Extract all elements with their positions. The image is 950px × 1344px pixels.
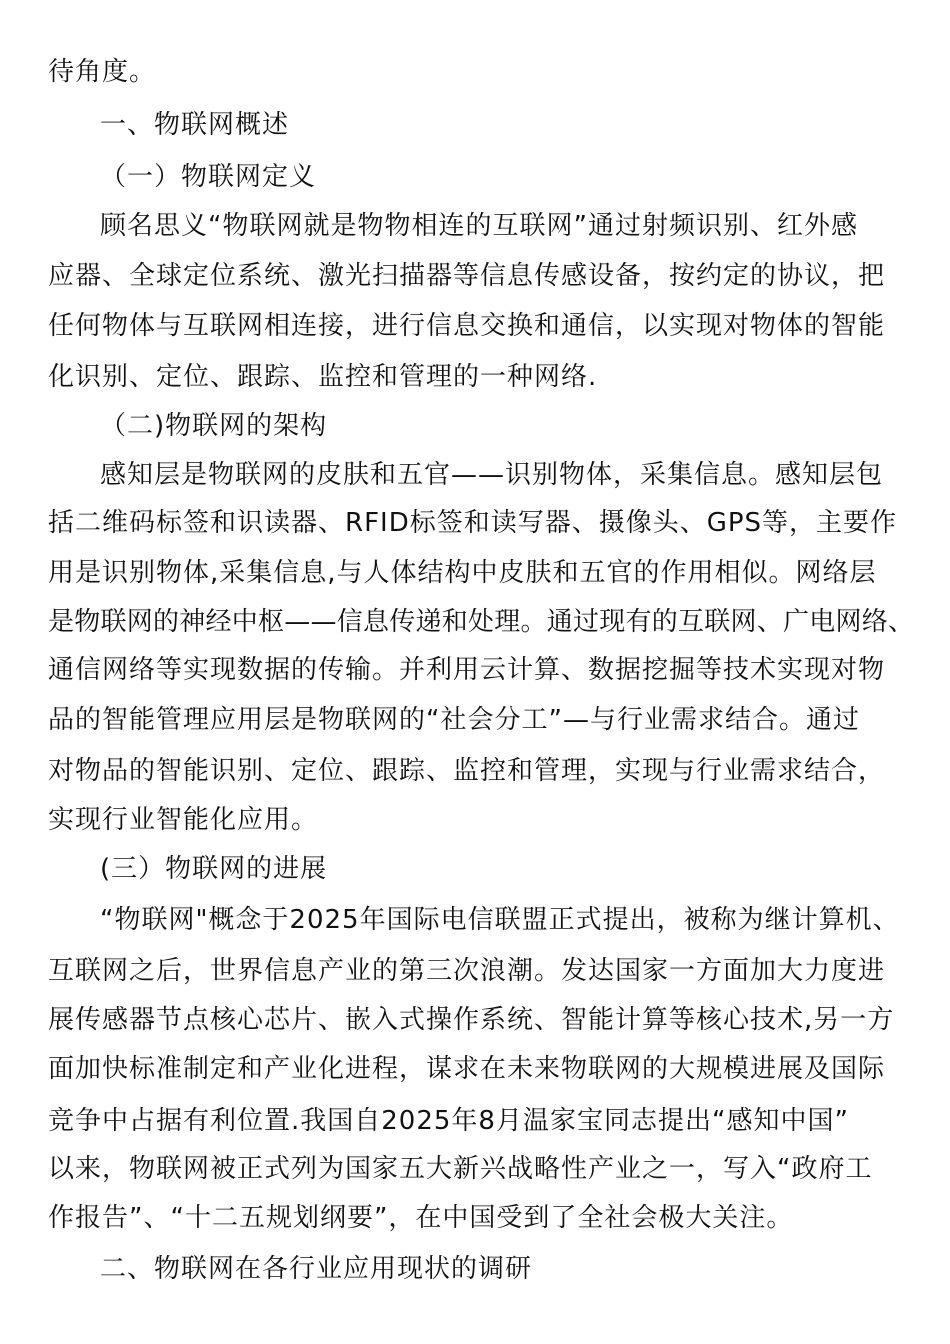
paragraph-line: 任何物体与互联网相连接，进行信息交换和通信，以实现对物体的智能	[48, 311, 886, 341]
text-line: 待角度。	[48, 57, 157, 87]
paragraph-line: “物联网"概念于2025年国际电信联盟正式提出，被称为继计算机、	[100, 905, 900, 935]
paragraph-line: 作报告”、“十二五规划纲要”，在中国受到了全社会极大关注。	[48, 1203, 794, 1233]
paragraph-line: 用是识别物体,采集信息,与人体结构中皮肤和五官的作用相似。网络层	[48, 558, 877, 588]
subsection-heading: （一）物联网定义	[100, 162, 317, 192]
subsection-heading: （二)物联网的架构	[100, 411, 328, 441]
paragraph-line: 顾名思义“物联网就是物物相连的互联网”通过射频识别、红外感	[100, 211, 858, 241]
section-heading: 二、物联网在各行业应用现状的调研	[100, 1254, 533, 1284]
paragraph-line: 竞争中占据有利位置.我国自2025年8月温家宝同志提出“感知中国”	[48, 1106, 849, 1136]
paragraph-line: 化识别、定位、跟踪、监控和管理的一种网络.	[48, 362, 598, 392]
paragraph-line: 是物联网的神经中枢——信息传递和处理。通过现有的互联网、广电网络、	[48, 607, 915, 637]
paragraph-line: 面加快标准制定和产业化进程，谋求在未来物联网的大规模进展及国际	[48, 1054, 886, 1084]
paragraph-line: 以来，物联网被正式列为国家五大新兴战略性产业之一，写入“政府工	[48, 1154, 873, 1184]
paragraph-line: 感知层是物联网的皮肤和五官——识别物体，采集信息。感知层包	[100, 460, 884, 490]
paragraph-line: 实现行业智能化应用。	[48, 805, 319, 835]
paragraph-line: 应器、全球定位系统、激光扫描器等信息传感设备，按约定的协议，把	[48, 261, 886, 291]
paragraph-line: 通信网络等实现数据的传输。并利用云计算、数据挖掘等技术实现对物	[48, 655, 886, 685]
subsection-heading: (三）物联网的进展	[100, 854, 328, 884]
paragraph-line: 品的智能管理应用层是物联网的“社会分工”—与行业需求结合。通过	[48, 705, 860, 735]
paragraph-line: 展传感器节点核心芯片、嵌入式操作系统、智能计算等核心技术,另一方	[48, 1005, 895, 1035]
section-heading: 一、物联网概述	[100, 110, 290, 140]
paragraph-line: 对物品的智能识别、定位、跟踪、监控和管理，实现与行业需求结合，	[48, 756, 886, 786]
paragraph-line: 括二维码标签和识读器、RFID标签和读写器、摄像头、GPS等，主要作	[48, 508, 898, 538]
paragraph-line: 互联网之后，世界信息产业的第三次浪潮。发达国家一方面加大力度进	[48, 956, 886, 986]
